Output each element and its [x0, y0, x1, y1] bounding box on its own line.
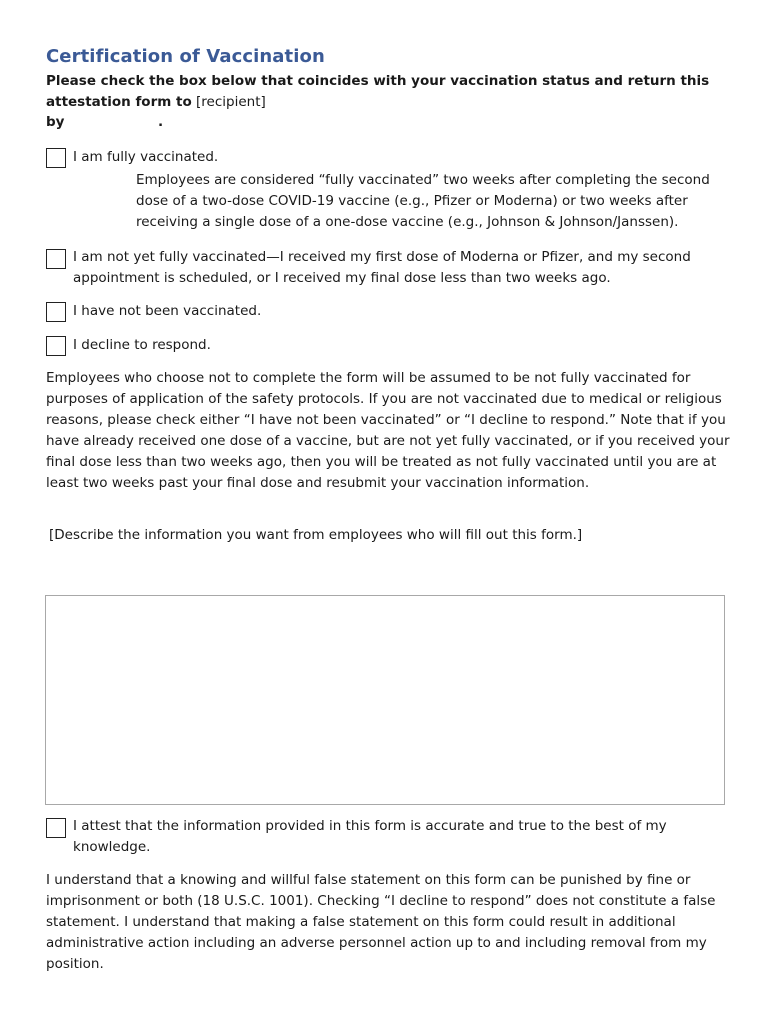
form-title: Certification of Vaccination	[46, 46, 325, 67]
not-yet-fully-vaccinated-checkbox[interactable]	[46, 249, 66, 269]
attest-checkbox[interactable]	[46, 818, 66, 838]
not-yet-fully-vaccinated-label: I am not yet fully vaccinated—I received my first dose of Moderna or Pfizer, and my second appointment is scheduled, or I received my final dose less than two weeks ago.	[73, 249, 691, 286]
attest-label: I attest that the information provided in this form is accurate and true to the best of my knowledge.	[73, 818, 667, 855]
not-vaccinated-checkbox[interactable]	[46, 302, 66, 322]
decline-to-respond-label: I decline to respond.	[73, 337, 211, 353]
recipient-placeholder: [recipient]	[191, 94, 266, 110]
instructions-text: Please check the box below that coincides with your vaccination status and return this attestation form to	[46, 73, 710, 110]
by-label: by	[46, 114, 65, 130]
information-textbox[interactable]	[45, 595, 725, 805]
fully-vaccinated-note: Employees are considered “fully vaccinated” two weeks after completing the second dose of a two-dose COVID-19 vaccine (e.g., Pfizer or Moderna) or two weeks after receiving a single dose of a one-dose vaccine (e.g., Johnson & Johnson/Janssen).	[136, 172, 710, 230]
decline-to-respond-checkbox[interactable]	[46, 336, 66, 356]
form-instructions	[46, 71, 736, 113]
describe-prompt: [Describe the information you want from employees who will fill out this form.]	[49, 527, 583, 543]
explanation-paragraph: Employees who choose not to complete the form will be assumed to be not fully vaccinated for purposes of application of the safety protocols. If you are not vaccinated due to medical or religious reasons, please check either “I have not been vaccinated” or “I decline to respond.” Note that if you have already received one dose of a vaccine, but are not yet fully vaccinated, or if you received your final dose less than two weeks ago, then you will be treated as not fully vaccinated until you are at least two weeks past your final dose and resubmit your vaccination information.	[46, 370, 730, 491]
not-vaccinated-label: I have not been vaccinated.	[73, 303, 262, 319]
fully-vaccinated-label: I am fully vaccinated.	[73, 149, 219, 165]
understanding-paragraph: I understand that a knowing and willful false statement on this form can be punished by fine or imprisonment or both (18 U.S.C. 1001). Checking “I decline to respond” does not constitute a false statement. I understand that making a false statement on this form could result in additional administrative action including an adverse personnel action up to and including removal from my position.	[46, 872, 716, 972]
fully-vaccinated-checkbox[interactable]	[46, 148, 66, 168]
by-date-placeholder: .	[158, 114, 164, 130]
